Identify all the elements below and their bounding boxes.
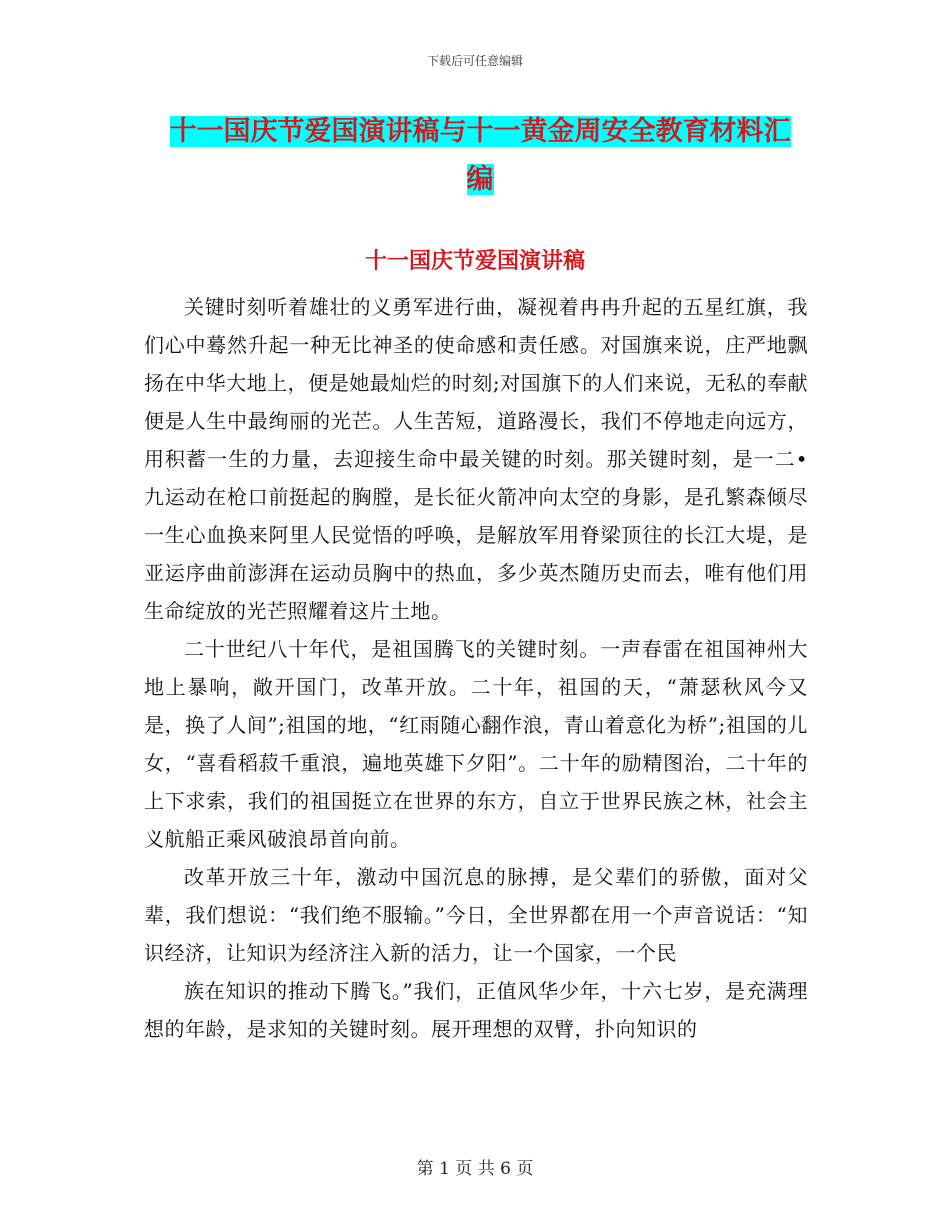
document-body: [144, 288, 808, 1048]
document-title: [150, 108, 810, 204]
document-title-line2: 编: [466, 164, 494, 195]
document-title-line1: 十一国庆节爱国演讲稿与十一黄金周安全教育材料汇: [169, 116, 791, 147]
paragraph: 二十世纪八十年代，是祖国腾飞的关键时刻。一声春雷在祖国神州大地上暴响，敞开国门，改革开放。二十年，祖国的天，“萧瑟秋风今又是，换了人间”;祖国的地，“红雨随心翻作浪，青山着意化为桥”;祖国的儿女，“喜看稻菽千重浪，遍地英雄下夕阳”。二十年的励精图治，二十年的上下求索，我们的祖国挺立在世界的东方，自立于世界民族之林，社会主义航船正乘风破浪昂首向前。: [144, 637, 808, 851]
page-number: 第 1 页 共 6 页: [416, 1159, 534, 1179]
page-header-note: 下载后可任意编辑: [426, 54, 523, 68]
paragraph: 关键时刻听着雄壮的义勇军进行曲，凝视着冉冉升起的五星红旗，我们心中蓦然升起一种无比神圣的使命感和责任感。对国旗来说，庄严地飘扬在中华大地上，便是她最灿烂的时刻;对国旗下的人们来说，无私的奉献便是人生中最绚丽的光芒。人生苦短，道路漫长，我们不停地走向远方，用积蓄一生的力量，去迎接生命中最关键的时刻。那关键时刻，是一二•九运动在枪口前挺起的胸膛，是长征火箭冲向太空的身影，是孔繁森倾尽一生心血换来阿里人民觉悟的呼唤，是解放军用脊梁顶往的长江大堤，是亚运序曲前澎湃在运动员胸中的热血，多少英杰随历史而去，唯有他们用生命绽放的光芒照耀着这片土地。: [144, 295, 808, 623]
section-title: 十一国庆节爱国演讲稿: [364, 248, 585, 274]
paragraph: 族在知识的推动下腾飞。”我们，正值风华少年，十六七岁，是充满理想的年龄，是求知的关键时刻。展开理想的双臂，扑向知识的: [144, 979, 808, 1041]
paragraph: 改革开放三十年，激动中国沉息的脉搏，是父辈们的骄傲，面对父辈，我们想说：“我们绝不服输。”今日，全世界都在用一个声音说话：“知识经济，让知识为经济注入新的活力，让一个国家，一个民: [144, 865, 808, 965]
